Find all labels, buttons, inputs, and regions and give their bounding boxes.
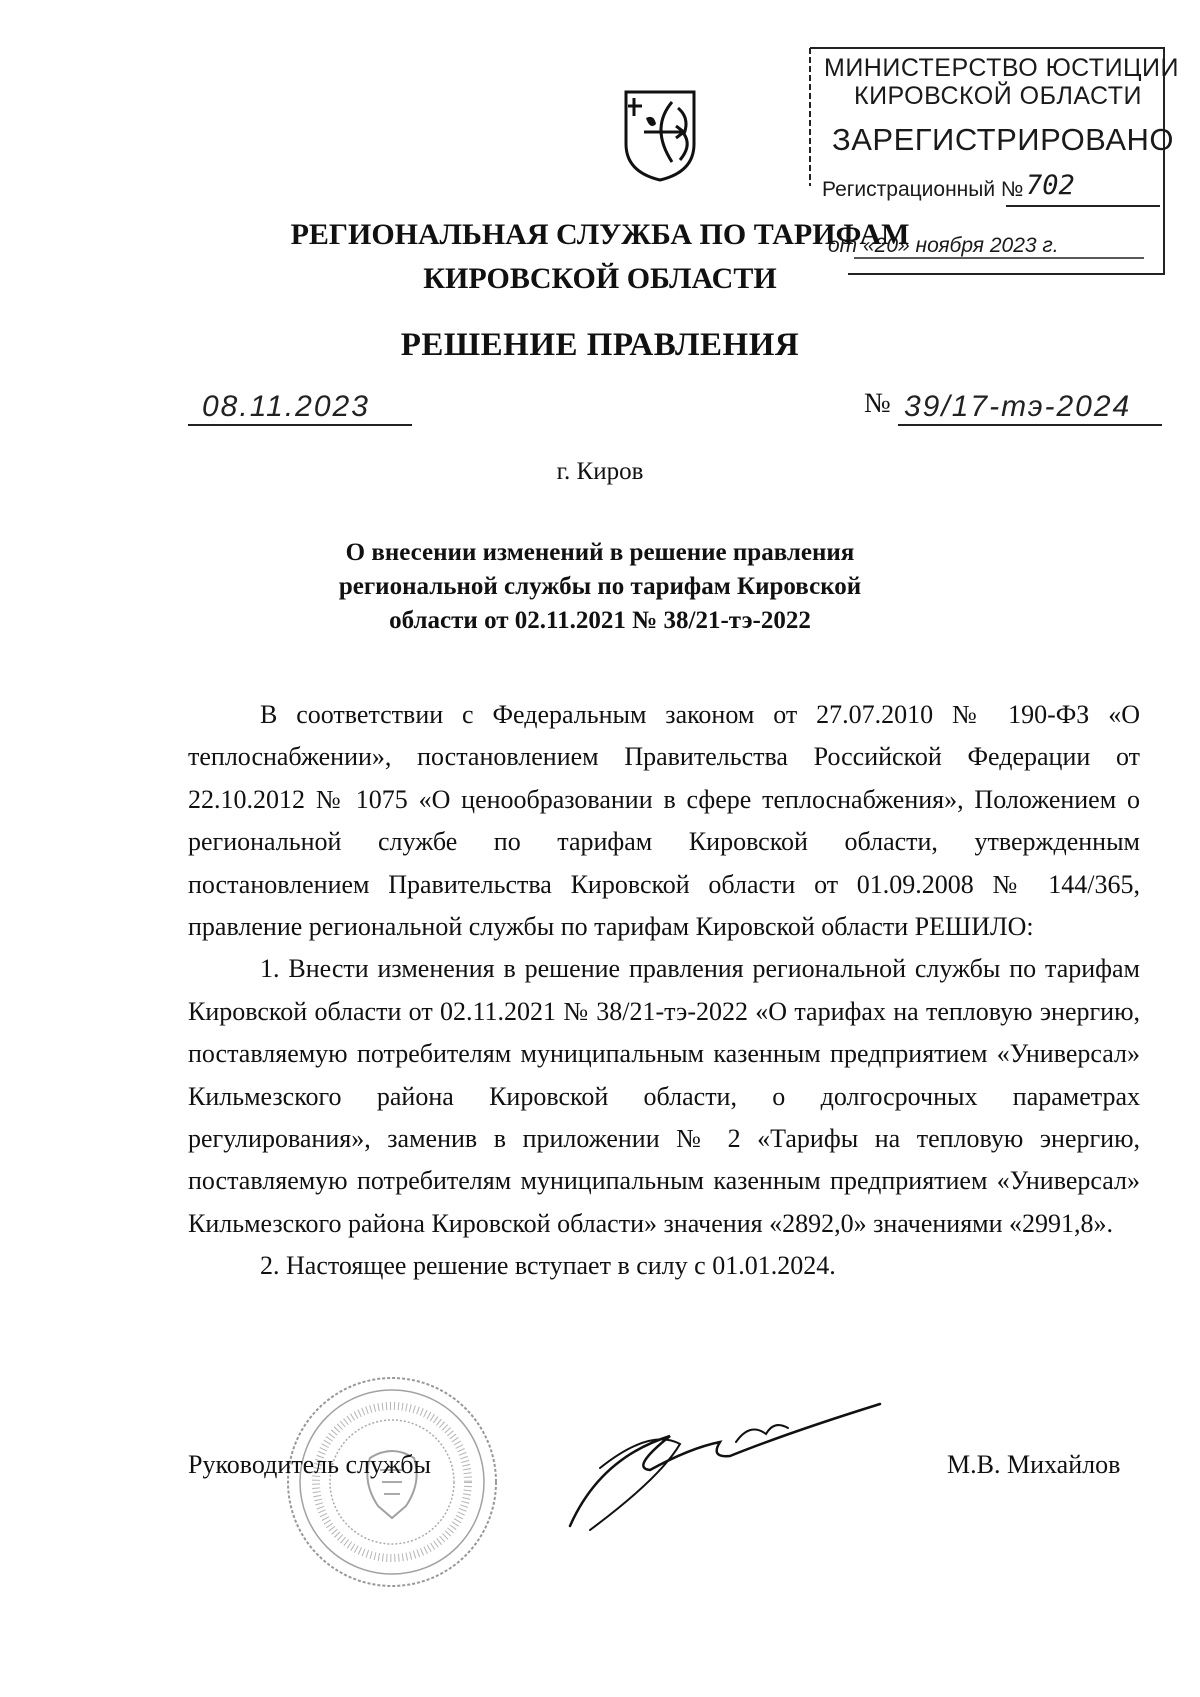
coat-of-arms-icon (620, 88, 700, 184)
stamp-registered: ЗАРЕГИСТРИРОВАНО (832, 122, 1175, 157)
city: г. Киров (556, 458, 644, 485)
stamp-reg-number-label: Регистрационный № (822, 178, 1024, 201)
stamp-date: от «20» ноября 2023 г. (828, 234, 1059, 257)
signature-icon (560, 1398, 890, 1538)
document-type: РЕШЕНИЕ ПРАВЛЕНИЯ (400, 327, 800, 363)
number-sign: № (864, 388, 891, 419)
signer-name: М.В. Михайлов (947, 1450, 1121, 1479)
stamp-ministry-line2: КИРОВСКОЙ ОБЛАСТИ (854, 82, 1142, 110)
preamble-paragraph: В соответствии с Федеральным законом от 27.07.2010 № 190-ФЗ «О теплоснабжении», постановлением Правительства Российской Федерации от 22.10.2012 № 1075 «О ценообразовании в сфере теплоснабжения», Положением о региональной службе по тарифам Кировской области, утвержденным постановлением Правительства Кировской области от 01.09.2008 № 144/365, правление региональной службы по тарифам Кировской области РЕШИЛО: (188, 700, 1140, 942)
org-name-line2: КИРОВСКОЙ ОБЛАСТИ (423, 262, 777, 295)
item-2-paragraph: 2. Настоящее решение вступает в силу с 01.01.2024. (260, 1251, 836, 1281)
subject-line1: О внесении изменений в решение правления (345, 539, 855, 566)
document-subject (0, 536, 1200, 638)
signer-role: Руководитель службы (188, 1450, 431, 1479)
item-1-paragraph: 1. Внести изменения в решение правления региональной службы по тарифам Кировской области от 02.11.2021 № 38/21-тэ-2022 «О тарифах на тепловую энергию, поставляемую потребителям муниципальным казенным предприятием «Универсал» Кильмезского района Кировской области, о долгосрочных параметрах регулирования», заменив в приложении № 2 «Тарифы на тепловую энергию, поставляемую потребителям муниципальным казенным предприятием «Универсал» Кильмезского района Кировской области» значения «2892,0» значениями «2991,8». (188, 954, 1140, 1238)
document-body (188, 694, 1140, 1288)
subject-line2: региональной службы по тарифам Кировской (338, 573, 862, 600)
stamp-reg-number-value: 702 (1026, 170, 1075, 201)
subject-line3: области от 02.11.2021 № 38/21-тэ-2022 (389, 607, 811, 634)
org-name-line1: РЕГИОНАЛЬНАЯ СЛУЖБА ПО ТАРИФАМ (290, 218, 910, 251)
document-date: 08.11.2023 (188, 390, 412, 426)
document-number: 39/17-тэ-2024 (898, 390, 1162, 426)
stamp-ministry-line1: МИНИСТЕРСТВО ЮСТИЦИИ (824, 54, 1179, 82)
round-seal-icon (284, 1374, 500, 1590)
